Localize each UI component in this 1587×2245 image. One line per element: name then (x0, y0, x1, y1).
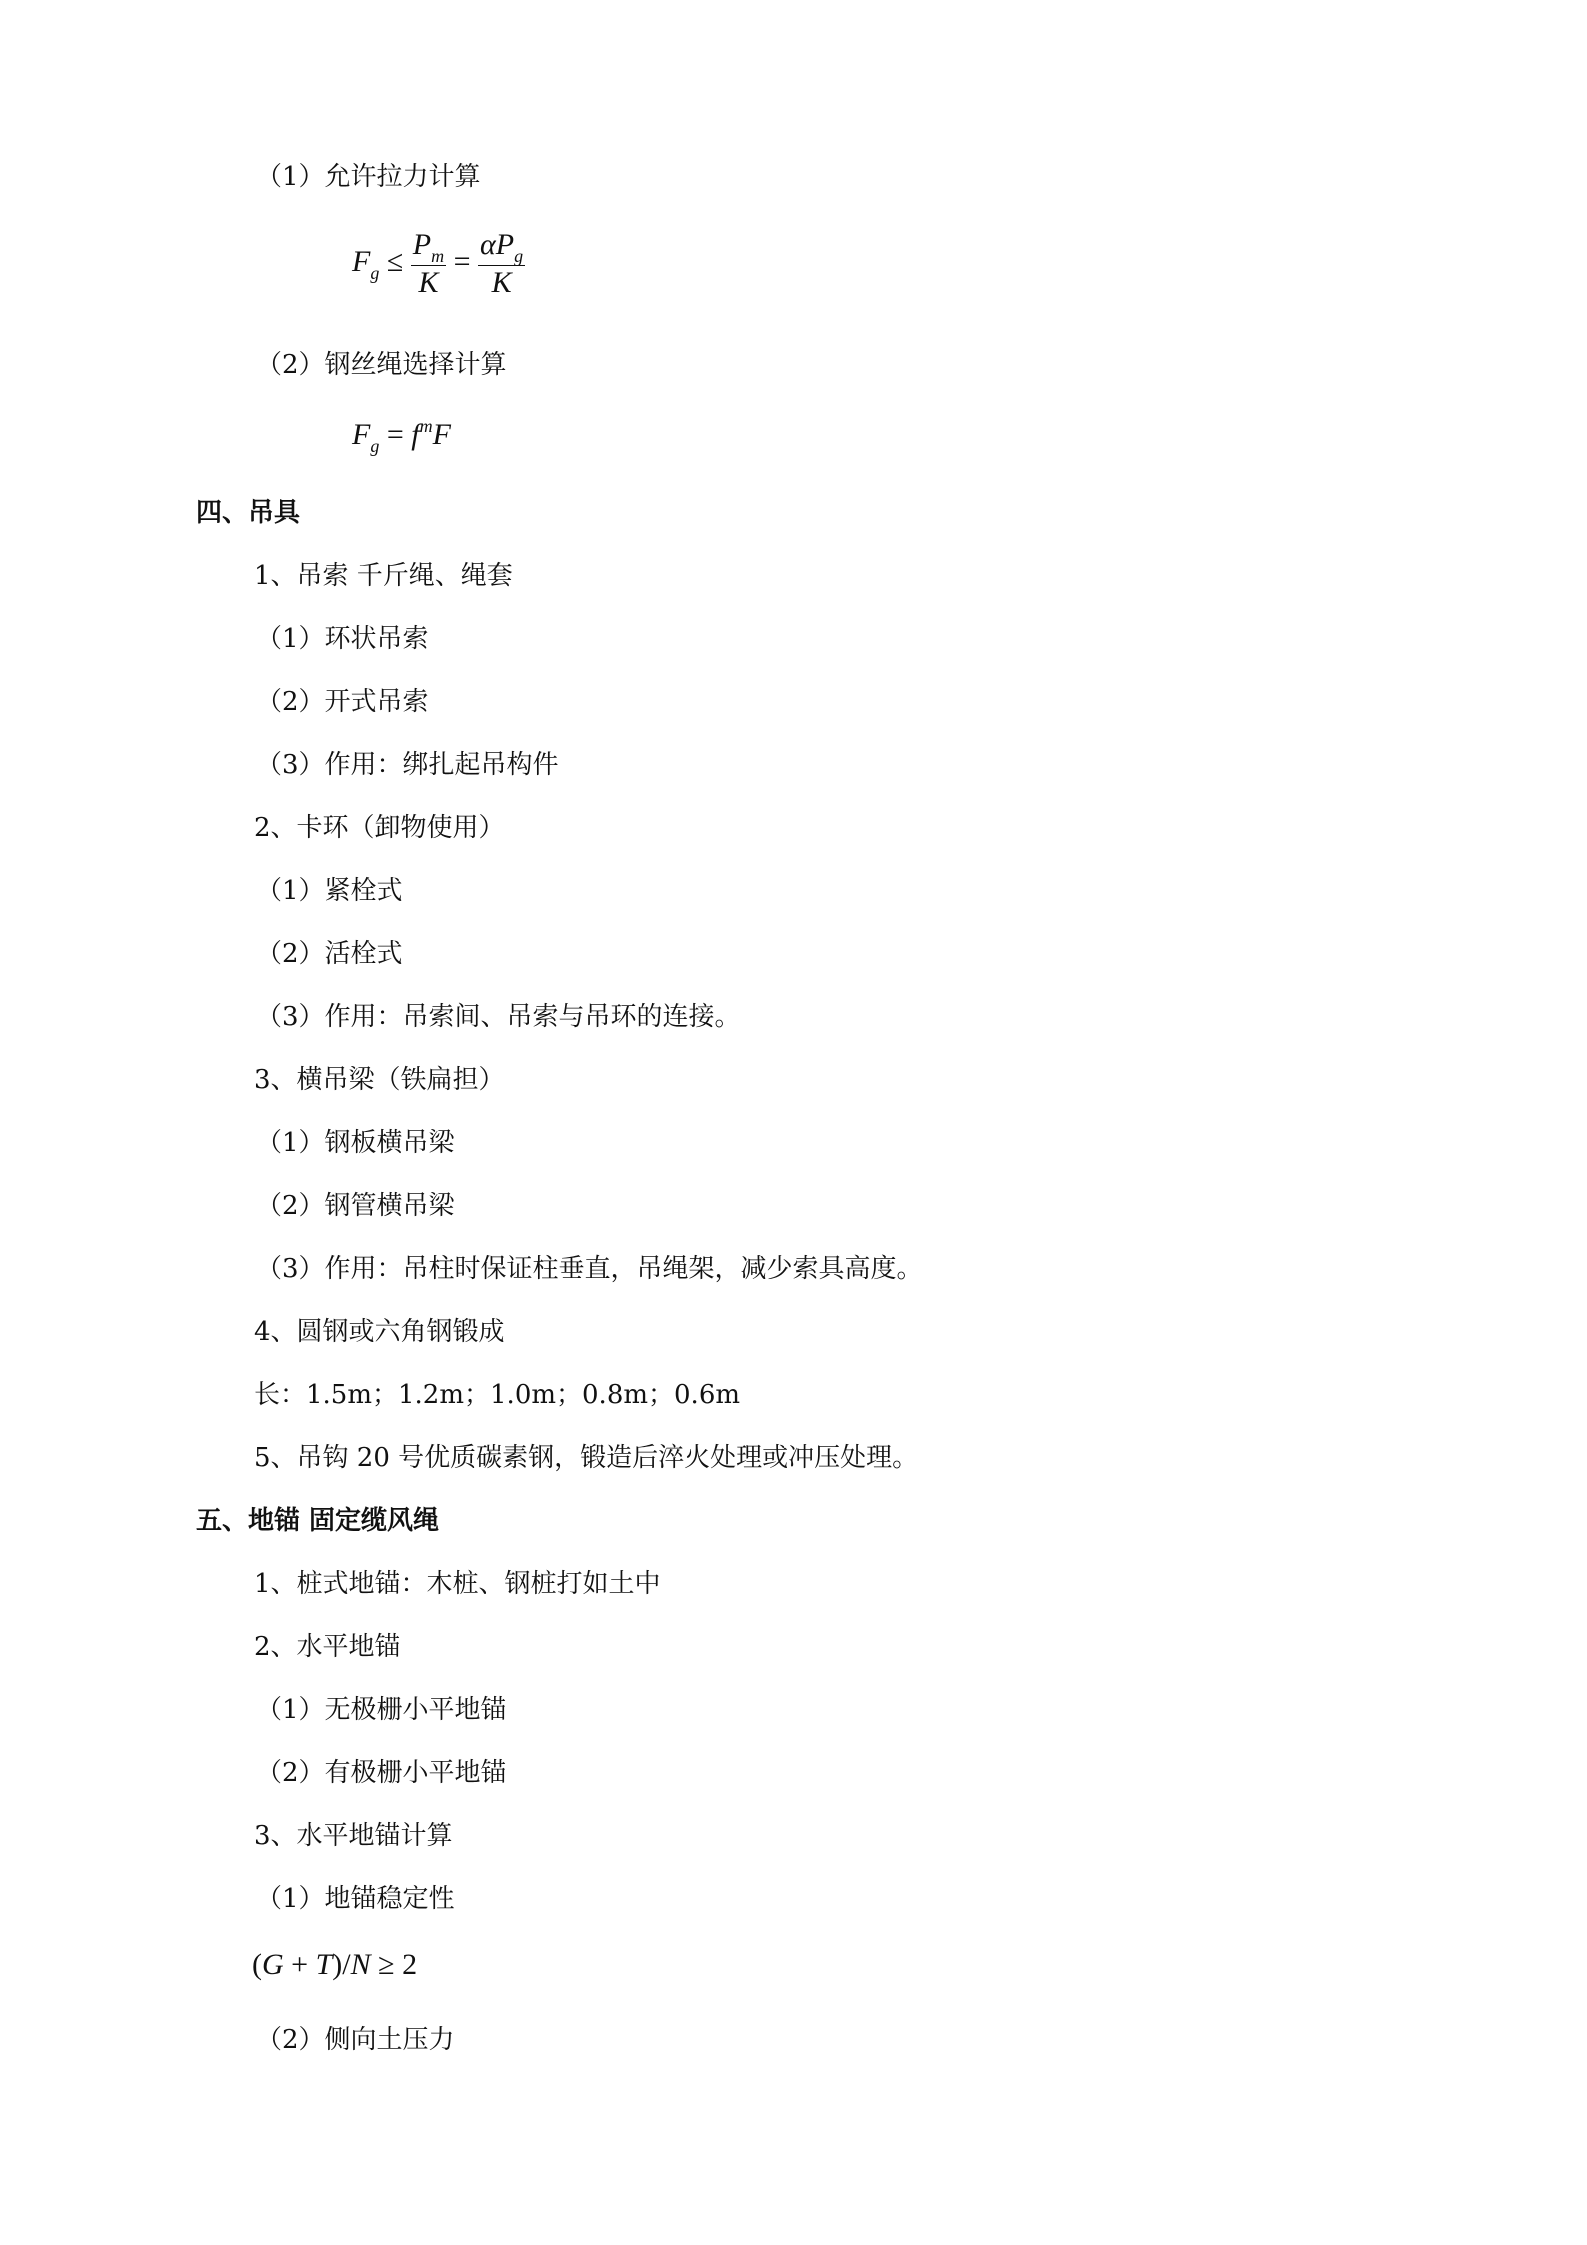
allowable-tension-item: （1）允许拉力计算 (256, 162, 481, 192)
list-item: 4、圆钢或六角钢锻成 (254, 1317, 505, 1347)
list-item: 2、卡环（卸物使用） (254, 813, 505, 843)
list-item: 5、吊钩 20 号优质碳素钢，锻造后淬火处理或冲压处理。 (254, 1443, 919, 1473)
list-item: 3、水平地锚计算 (254, 1821, 453, 1851)
section-heading-ground-anchor: 五、地锚 固定缆风绳 (196, 1506, 440, 1536)
list-item: 2、水平地锚 (254, 1632, 401, 1662)
list-item: 3、横吊梁（铁扁担） (254, 1065, 505, 1095)
list-item: （2）有极栅小平地锚 (256, 1758, 507, 1788)
list-item: （2）侧向土压力 (256, 2025, 455, 2055)
formula-wire-rope: $F_g = f^mF$ (352, 416, 451, 456)
list-item: （3）作用：吊索间、吊索与吊环的连接。 (256, 1002, 741, 1032)
list-item: 1、吊索 千斤绳、绳套 (254, 561, 513, 591)
list-item: （2）活栓式 (256, 939, 403, 969)
list-item: 1、桩式地锚：木桩、钢桩打如土中 (254, 1569, 661, 1599)
formula-anchor-stability: (G + T)/N ≥ 2 (252, 1948, 418, 1981)
list-item: （1）环状吊索 (256, 624, 429, 654)
section-heading-lifting-gear: 四、吊具 (196, 498, 301, 528)
list-item: （1）无极栅小平地锚 (256, 1695, 507, 1725)
list-item: （1）紧栓式 (256, 876, 403, 906)
list-item: （3）作用：吊柱时保证柱垂直，吊绳架，减少索具高度。 (256, 1254, 923, 1284)
list-item: （3）作用：绑扎起吊构件 (256, 750, 559, 780)
list-item: （2）钢管横吊梁 (256, 1191, 455, 1221)
formula-allowable-tension: $F_g$ ≤ $\frac{P_m}{K}$ = $\frac{\alpha P_g}{K}$ (352, 228, 524, 299)
list-item: （1）地锚稳定性 (256, 1884, 455, 1914)
wire-rope-selection-item: （2）钢丝绳选择计算 (256, 350, 507, 380)
length-values: 长：1.5m；1.2m；1.0m；0.8m；0.6m (254, 1380, 741, 1410)
list-item: （1）钢板横吊梁 (256, 1128, 455, 1158)
list-item: （2）开式吊索 (256, 687, 429, 717)
